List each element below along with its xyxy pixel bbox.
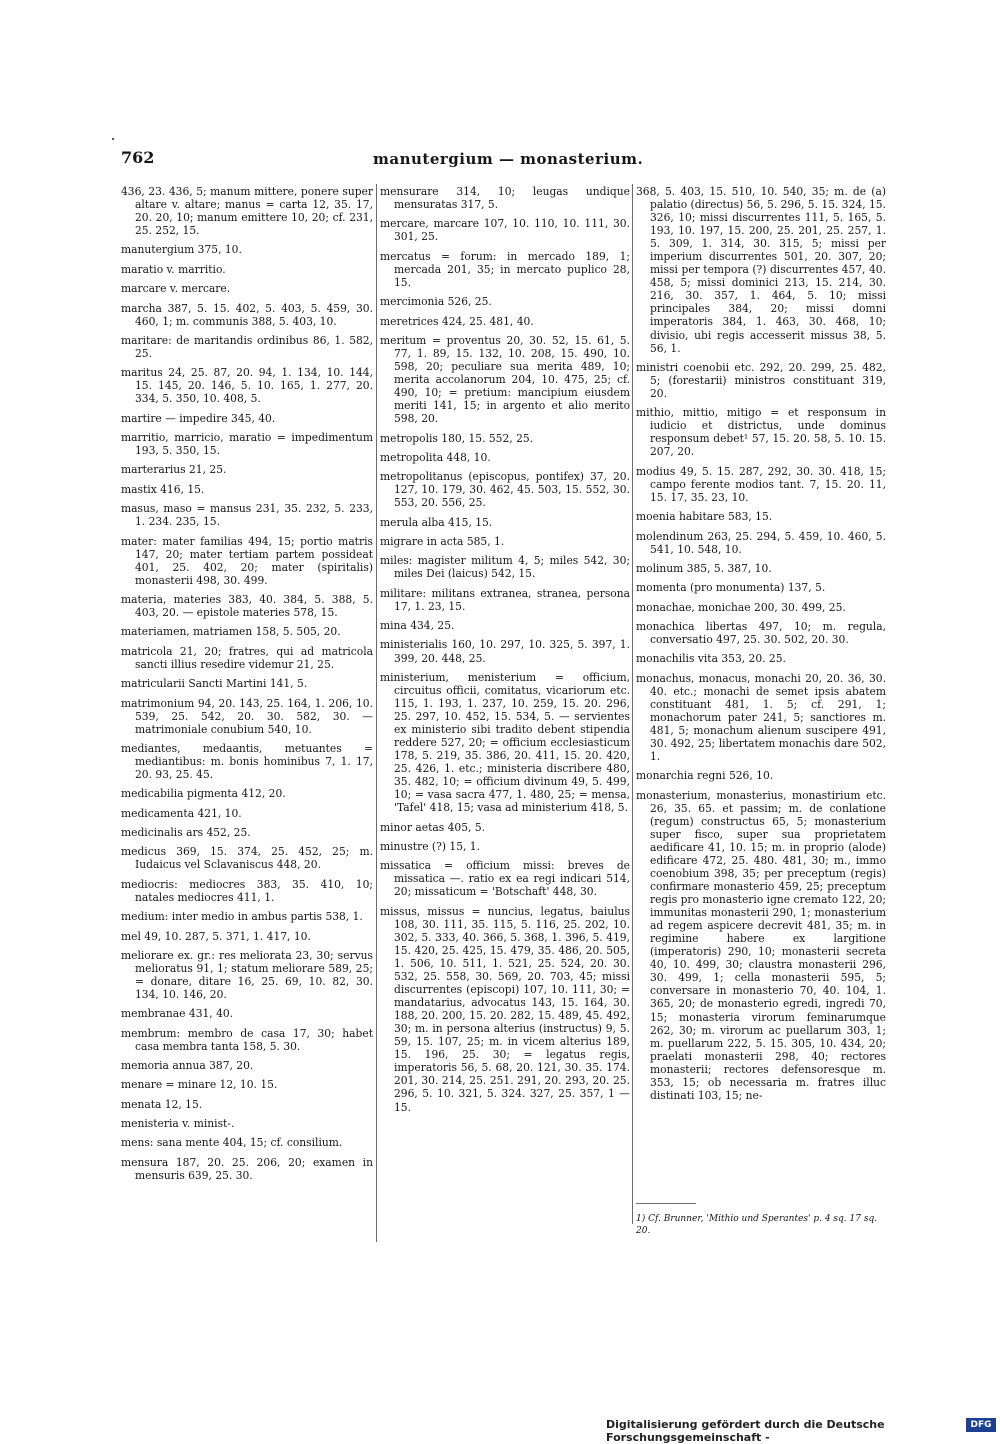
index-entry: militare: militans extranea, stranea, persona 17, 1. 23, 15. (380, 586, 630, 613)
index-entry: menisteria v. minist-. (121, 1117, 235, 1131)
index-entry: monachus, monacus, monachi 20, 20. 36, 30. 40. etc.; monachi de semet ipsis abatem constituant 481, 1. 5; cf. 291, 1; monachorum pater 241, 5; sanctiores m. 481, 5; monachum alienum suscipere 491, 30. 492, 25; libertatem monachis dare 502, 1. (636, 671, 886, 764)
index-entry: maratio v. marritio. (121, 262, 226, 276)
index-entry: merula alba 415, 15. (380, 515, 493, 529)
index-entry: ministerium, menisterium = officium, circuitus officii, comitatus, vicariorum etc. 115, 1. 193, 1. 237, 10. 259, 15. 20. 296, 25. 297, 10. 452, 15. 534, 5. — servientes ex ministerio sibi tradito debent stipendia reddere 527, 20; = officium ecclesiasticum 178, 5. 219, 35. 386, 20. 411, 15. 20. 420, 25. 426, 1. etc.; ministeria discribere 480, 35. 482, 10; = officium divinum 49, 5. 499, 10; = vasa sacra 477, 1. 480, 25; = mensa, 'Tafel' 418, 15; vasa ad ministerium 418, 5. (380, 670, 630, 815)
index-entry: meretrices 424, 25. 481, 40. (380, 314, 534, 328)
index-entry: marterarius 21, 25. (121, 463, 227, 477)
index-entry: mercimonia 526, 25. (380, 295, 492, 309)
index-entry: monachilis vita 353, 20. 25. (636, 652, 786, 666)
index-entry: minustre (?) 15, 1. (380, 840, 480, 854)
index-entry: molendinum 263, 25. 294, 5. 459, 10. 460, 5. 541, 10. 548, 10. (636, 529, 886, 556)
index-entry: medium: inter medio in ambus partis 538, 1. (121, 910, 363, 924)
index-entry: maritare: de maritandis ordinibus 86, 1. 582, 25. (121, 333, 373, 360)
index-entry: metropolis 180, 15. 552, 25. (380, 431, 534, 445)
index-entry: mina 434, 25. (380, 619, 455, 633)
index-entry: molinum 385, 5. 387, 10. (636, 562, 772, 575)
index-entry: monachica libertas 497, 10; m. regula, conversatio 497, 25. 30. 502, 20. 30. (636, 620, 886, 647)
digitization-credit: Digitalisierung gefördert durch die Deutsche Forschungsgemeinschaft - (606, 1418, 885, 1444)
column-divider (376, 184, 377, 1242)
index-entry: marcare v. mercare. (121, 282, 231, 296)
footnote-divider (636, 1203, 696, 1204)
index-entry: mediocris: mediocres 383, 35. 410, 10; natales mediocres 411, 1. (121, 877, 373, 904)
index-entry: ministri coenobii etc. 292, 20. 299, 25. 482, 5; (forestarii) ministros constituant 319, 20. (636, 360, 886, 400)
index-entry: mercatus = forum: in mercado 189, 1; mercada 201, 35; in mercato puplico 28, 15. (380, 249, 630, 289)
index-entry: monasterium, monasterius, monastirium etc. 26, 35. 65. et passim; m. de conlatione (regum) constructus 65, 5; monasterium super fisco, super sua proprietatem aedificare 41, 10. 15; m. in proprio (alode) edificare 472, 25. 480. 481, 30; m., immo coenobium 398, 35; per preceptum (regis) confirmare monasterio 459, 25; preceptum regis pro monasterio igne cremato 122, 20; immunitas monasterii 290, 1; monasterium ad regem aspicere decrevit 481, 35; m. in regimine habere ex largitione (imperatoris) 290, 10; monasterii secreta 40, 10. 499, 30; claustra monasterii 296, 30. 499, 1; cella monasterii 595, 5; conversare in monasterio 70, 40. 104, 1. 365, 20; de monasterio egredi, ingredi 70, 15; monasteria virorum feminarumque 262, 30; m. virorum ac puellarum 303, 1; m. puellarum 222, 5. 15. 305, 10. 434, 20; praelati monasterii 298, 40; rectores monasterii; rectores defensoresque m. 353, 15; ob necessaria m. fratres illuc distinati 103, 15; ne- (636, 788, 886, 1102)
index-entry: medicamenta 421, 10. (121, 806, 242, 820)
index-entry: masus, maso = mansus 231, 35. 232, 5. 233, 1. 234. 235, 15. (121, 502, 373, 529)
dfg-logo: DFG (966, 1418, 996, 1432)
index-entry: memoria annua 387, 20. (121, 1059, 254, 1073)
footnote: 1) Cf. Brunner, 'Mithio und Sperantes' p. 4 sq. 17 sq. 20. (636, 1214, 878, 1236)
index-entry: martire — impedire 345, 40. (121, 411, 276, 425)
index-entry: menare = minare 12, 10. 15. (121, 1078, 278, 1092)
index-entry: moenia habitare 583, 15. (636, 510, 773, 524)
index-entry: menata 12, 15. (121, 1097, 203, 1111)
page-number: 762 (121, 148, 155, 167)
index-entry: meliorare ex. gr.: res meliorata 23, 30; servus melioratus 91, 1; statum meliorare 589, 25; = donare, ditare 16, 25. 69, 10. 82, 30. 134, 10. 146, 20. (121, 948, 373, 1002)
index-entry: minor aetas 405, 5. (380, 820, 486, 834)
index-entry: miles: magister militum 4, 5; miles 542, 30; miles Dei (laicus) 542, 15. (380, 554, 630, 581)
index-entry: mithio, mittio, mitigo = et responsum in iudicio et districtus, unde dominus responsum debet¹ 57, 15. 20. 58, 5. 10. 15. 207, 20. (636, 406, 886, 459)
index-entry: mediantes, medaantis, metuantes = mediantibus: m. bonis hominibus 7, 1. 17, 20. 93, 25. 45. (121, 741, 373, 782)
index-entry: missatica = officium missi: breves de missatica —. ratio ex ea regi indicari 514, 20; missaticum = 'Botschaft' 448, 30. (380, 859, 630, 899)
index-entry: maritus 24, 25. 87, 20. 94, 1. 134, 10. 144, 15. 145, 20. 146, 5. 10. 165, 1. 277, 20. 334, 5. 350, 10. 408, 5. (121, 366, 373, 406)
index-entry: ministerialis 160, 10. 297, 10. 325, 5. 397, 1. 399, 20. 448, 25. (380, 638, 630, 665)
index-entry: migrare in acta 585, 1. (380, 535, 505, 548)
index-entry: modius 49, 5. 15. 287, 292, 30. 30. 418, 15; campo ferente modios tant. 7, 15. 20. 11, 15. 17, 35. 23, 10. (636, 464, 886, 504)
index-entry: metropolitanus (episcopus, pontifex) 37, 20. 127, 10. 179, 30. 462, 45. 503, 15. 552, 30. 553, 20. 556, 25. (380, 470, 630, 510)
index-entry: mensura 187, 20. 25. 206, 20; examen in mensuris 639, 25. 30. (121, 1155, 373, 1182)
index-entry: matrimonium 94, 20. 143, 25. 164, 1. 206, 10. 539, 25. 542, 20. 30. 582, 30. — matrimoniale conubium 540, 10. (121, 696, 373, 736)
index-entry: mensurare 314, 10; leugas undique mensuratas 317, 5. (380, 185, 630, 212)
index-entry: mens: sana mente 404, 15; cf. consilium. (121, 1136, 343, 1150)
index-entry: mercare, marcare 107, 10. 110, 10. 111, 30. 301, 25. (380, 217, 630, 244)
index-entry: metropolita 448, 10. (380, 450, 491, 464)
index-entry: 368, 5. 403, 15. 510, 10. 540, 35; m. de (a) palatio (directus) 56, 5. 296, 5. 15. 324, 15. 326, 10; missi discurrentes 111, 5. 165, 5. 193, 10. 197, 15. 200, 25. 201, 25. 257, 1. 5. 309, 1. 314, 30. 315, 5; missi per imperium discurrentes 501, 20. 307, 20; missi per tempora (?) discurrentes 457, 40. 458, 5; missi dominici 213, 15. 214, 30. 216, 30. 357, 1. 464, 5. 10; missi principales 384, 20; missi domni imperatoris 384, 1. 463, 30. 468, 10; divisio, ubi regis accesserit missus 38, 5. 56, 1. (636, 185, 886, 355)
index-entry: momenta (pro monumenta) 137, 5. (636, 581, 826, 595)
index-column-1 (121, 185, 373, 1188)
running-head: manutergium — monasterium. (373, 150, 644, 168)
index-entry: matricularii Sancti Martini 141, 5. (121, 677, 308, 691)
index-column-2 (380, 185, 630, 1120)
index-entry: medicabilia pigmenta 412, 20. (121, 787, 286, 801)
index-entry: missus, missus = nuncius, legatus, baiulus 108, 30. 111, 35. 115, 5. 116, 25. 202, 10. 302, 5. 333, 40. 366, 5. 368, 1. 396, 5. 419, 15. 420, 25. 425, 15. 479, 35. 486, 20. 505, 1. 506, 10. 511, 1. 521, 25. 524, 20. 30. 532, 25. 558, 30. 569, 20. 703, 45; missi discurrentes (episcopi) 107, 10. 111, 30; = mandatarius, advocatus 143, 15. 164, 30. 188, 20. 200, 15. 20. 282, 15. 489, 45. 492, 30; m. in persona alterius (instructus) 9, 5. 59, 15. 107, 25; m. in vicem alterius 189, 15. 196, 25. 30; = legatus regis, imperatoris 56, 5. 68, 20. 121, 30. 35. 174. 201, 30. 214, 25. 251. 291, 20. 293, 20. 25. 296, 5. 10. 321, 5. 324. 327, 25. 357, 1 — 15. (380, 904, 630, 1114)
index-entry: medicinalis ars 452, 25. (121, 826, 251, 840)
index-entry: marritio, marricio, maratio = impedimentum 193, 5. 350, 15. (121, 431, 373, 458)
index-column-3 (636, 185, 886, 1108)
index-entry: membranae 431, 40. (121, 1007, 234, 1021)
index-entry: meritum = proventus 20, 30. 52, 15. 61, 5. 77, 1. 89, 15. 132, 10. 208, 15. 490, 10. 598, 20; peculiare sua merita 489, 10; merita accolanorum 204, 10. 475, 25; cf. 490, 10; = pretium: mancipium eiusdem meriti 141, 15; in argento et alio merito 598, 20. (380, 333, 630, 426)
scan-speck (112, 138, 114, 140)
index-entry: monarchia regni 526, 10. (636, 769, 774, 783)
index-entry: marcha 387, 5. 15. 402, 5. 403, 5. 459, 30. 460, 1; m. communis 388, 5. 403, 10. (121, 301, 373, 328)
index-entry: mater: mater familias 494, 15; portio matris 147, 20; mater tertiam partem possideat 401, 25. 402, 20; mater (spiritalis) monasterii 498, 30. 499. (121, 534, 373, 587)
index-entry: medicus 369, 15. 374, 25. 452, 25; m. Iudaicus vel Sclavaniscus 448, 20. (121, 845, 373, 872)
index-entry: monachae, monichae 200, 30. 499, 25. (636, 600, 846, 614)
index-entry: mastix 416, 15. (121, 482, 205, 496)
column-divider (632, 184, 633, 1224)
index-entry: materiamen, matriamen 158, 5. 505, 20. (121, 625, 341, 639)
index-entry: mel 49, 10. 287, 5. 371, 1. 417, 10. (121, 929, 311, 943)
index-entry: matricola 21, 20; fratres, qui ad matricola sancti illius resedire videmur 21, 25. (121, 644, 373, 671)
index-entry: materia, materies 383, 40. 384, 5. 388, 5. 403, 20. — epistole materies 578, 15. (121, 593, 373, 620)
index-entry: membrum: membro de casa 17, 30; habet casa membra tanta 158, 5. 30. (121, 1026, 373, 1053)
index-entry: manutergium 375, 10. (121, 243, 242, 257)
index-entry: 436, 23. 436, 5; manum mittere, ponere super altare v. altare; manus = carta 12, 35. 17, 20. 20, 10; manum emittere 10, 20; cf. 231, 25. 252, 15. (121, 185, 373, 238)
